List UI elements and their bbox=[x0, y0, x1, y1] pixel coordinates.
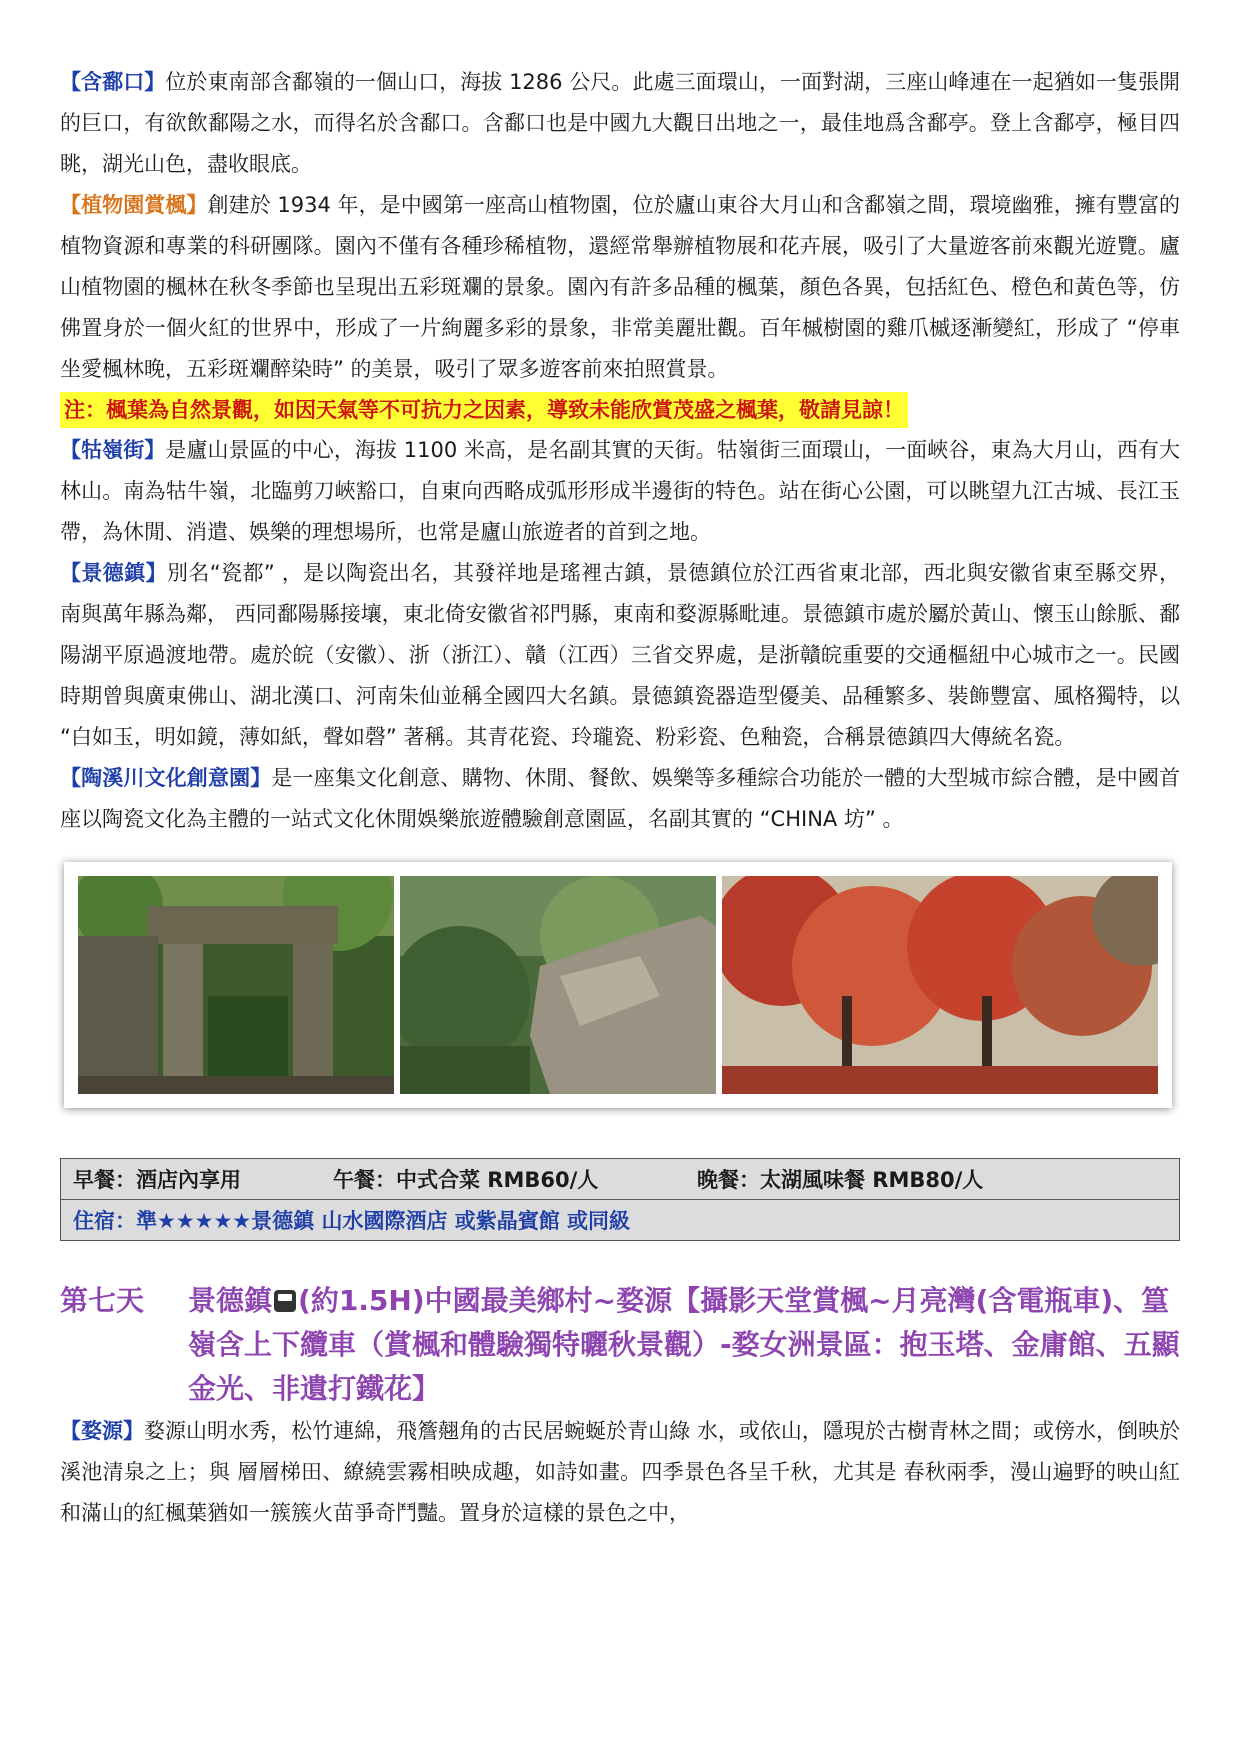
section-tag: 【陶溪川文化創意園】 bbox=[60, 766, 272, 790]
section-botanical-garden bbox=[60, 185, 1180, 390]
section-text: 是廬山景區的中心，海拔 1100 米高，是名副其實的天街。牯嶺街三面環山，一面峽谷，東為大月山，西有大林山。南為牯牛嶺，北臨剪刀峽豁口，自東向西略成弧形形成半邊街的特色。站在街心公園，可以眺望九江古城、長江玉帶，為休閒、消遣、娛樂的理想場所，也常是廬山旅遊者的首到之地。 bbox=[60, 438, 1181, 544]
section-text: 位於東南部含鄱嶺的一個山口，海拔 1286 公尺。此處三面環山，一面對湖，三座山峰連在一起猶如一隻張開的巨口，有欲飲鄱陽之水，而得名於含鄱口。含鄱口也是中國九大觀日出地之一，最佳地爲含鄱亭。登上含鄱亭，極目四眺，湖光山色，盡收眼底。 bbox=[60, 70, 1181, 176]
section-guling-street bbox=[60, 430, 1180, 553]
section-text: 婺源山明水秀，松竹連綿，飛簷翹角的古民居蜿蜒於青山綠 水，或依山，隱現於古樹青林之間；或傍水，倒映於溪池清泉之上；與 層層梯田、繚繞雲霧相映成趣，如詩如畫。四季景色各呈千秋，尤其是 春秋兩季，漫山遍野的映山紅和滿山的紅楓葉猶如一簇簇火苗爭奇鬥豔。置身於這樣的景色之中， bbox=[60, 1419, 1181, 1525]
section-tag: 【牯嶺街】 bbox=[60, 438, 166, 462]
section-tag: 【景德鎮】 bbox=[60, 561, 167, 585]
section-tag: 【含鄱口】 bbox=[60, 70, 166, 94]
meals-row bbox=[61, 1159, 1179, 1200]
day-seven-header bbox=[60, 1279, 1180, 1411]
section-wuyuan bbox=[60, 1411, 1180, 1534]
section-tag: 【植物園賞楓】 bbox=[60, 193, 208, 217]
meals-table bbox=[60, 1158, 1180, 1241]
section-jingdezhen bbox=[60, 553, 1180, 758]
hotel-row: 住宿：準★★★★★景德鎮 山水國際酒店 或紫晶賓館 或同級 bbox=[61, 1200, 1179, 1240]
stone-gate-photo bbox=[78, 876, 394, 1094]
cliff-photo bbox=[400, 876, 716, 1094]
lunch-cell: 午餐：中式合菜 RMB60/人 bbox=[333, 1168, 599, 1192]
section-taoxichuan bbox=[60, 758, 1180, 840]
section-text: 創建於 1934 年，是中國第一座高山植物園，位於廬山東谷大月山和含鄱嶺之間，環境幽雅，擁有豐富的植物資源和專業的科研團隊。園內不僅有各種珍稀植物，還經常舉辦植物展和花卉展，吸引了大量遊客前來觀光遊覽。廬山植物園的楓林在秋冬季節也呈現出五彩斑斕的景象。園內有許多品種的楓葉，顏色各異，包括紅色、橙色和黃色等，仿佛置身於一個火紅的世界中，形成了一片絢麗多彩的景象，非常美麗壯觀。百年槭樹園的雞爪槭逐漸變紅，形成了 “停車坐愛楓林晚，五彩斑斕醉染時” 的美景，吸引了眾多遊客前來拍照賞景。 bbox=[60, 193, 1181, 381]
day-title-start: 景德鎮 bbox=[188, 1284, 273, 1317]
section-tag: 【婺源】 bbox=[60, 1419, 145, 1443]
section-text: 是一座集文化創意、購物、休閒、餐飲、娛樂等多種綜合功能於一體的大型城市綜合體，是中國首座以陶瓷文化為主體的一站式文化休閒娛樂旅遊體驗創意園區，名副其實的 “CHINA 坊” 。 bbox=[60, 766, 1181, 831]
photo-strip bbox=[64, 862, 1172, 1108]
maple-note: 注：楓葉為自然景觀，如因天氣等不可抗力之因素，導致未能欣賞茂盛之楓葉，敬請見諒！ bbox=[60, 392, 908, 428]
day-title-rest: (約1.5H)中國最美鄉村~婺源【攝影天堂賞楓~月亮灣(含電瓶車)、篁嶺含上下纜車（賞楓和體驗獨特曬秋景觀）-婺女洲景區：抱玉塔、金庸館、五顯金光、非遺打鐵花】 bbox=[188, 1284, 1180, 1405]
day-title bbox=[188, 1279, 1180, 1411]
breakfast-cell: 早餐：酒店內享用 bbox=[73, 1168, 241, 1192]
section-hanpokou bbox=[60, 62, 1180, 185]
section-text: 別名“瓷都” ，是以陶瓷出名，其發祥地是瑤裡古鎮，景德鎮位於江西省東北部，西北與安徽省東至縣交界，南與萬年縣為鄰， 西同鄱陽縣接壤，東北倚安徽省祁門縣，東南和婺源縣毗連。景德鎮市處於屬於黃山、懷玉山餘脈、鄱陽湖平原過渡地帶。處於皖（安徽）、浙（浙江）、贛（江西）三省交界處，是浙贛皖重要的交通樞紐中心城市之一。民國時期曾與廣東佛山、湖北漢口、河南朱仙並稱全國四大名鎮。景德鎮瓷器造型優美、品種繁多、裝飾豐富、風格獨特，以 “白如玉，明如鏡，薄如紙，聲如磬” 著稱。其青花瓷、玲瓏瓷、粉彩瓷、色釉瓷，合稱景德鎮四大傳統名瓷。 bbox=[60, 561, 1180, 749]
day-number: 第七天 bbox=[60, 1284, 145, 1317]
red-maple-photo bbox=[722, 876, 1158, 1094]
bus-icon bbox=[274, 1290, 296, 1312]
page-content bbox=[60, 62, 1180, 1534]
dinner-cell: 晚餐：太湖風味餐 RMB80/人 bbox=[697, 1168, 984, 1192]
